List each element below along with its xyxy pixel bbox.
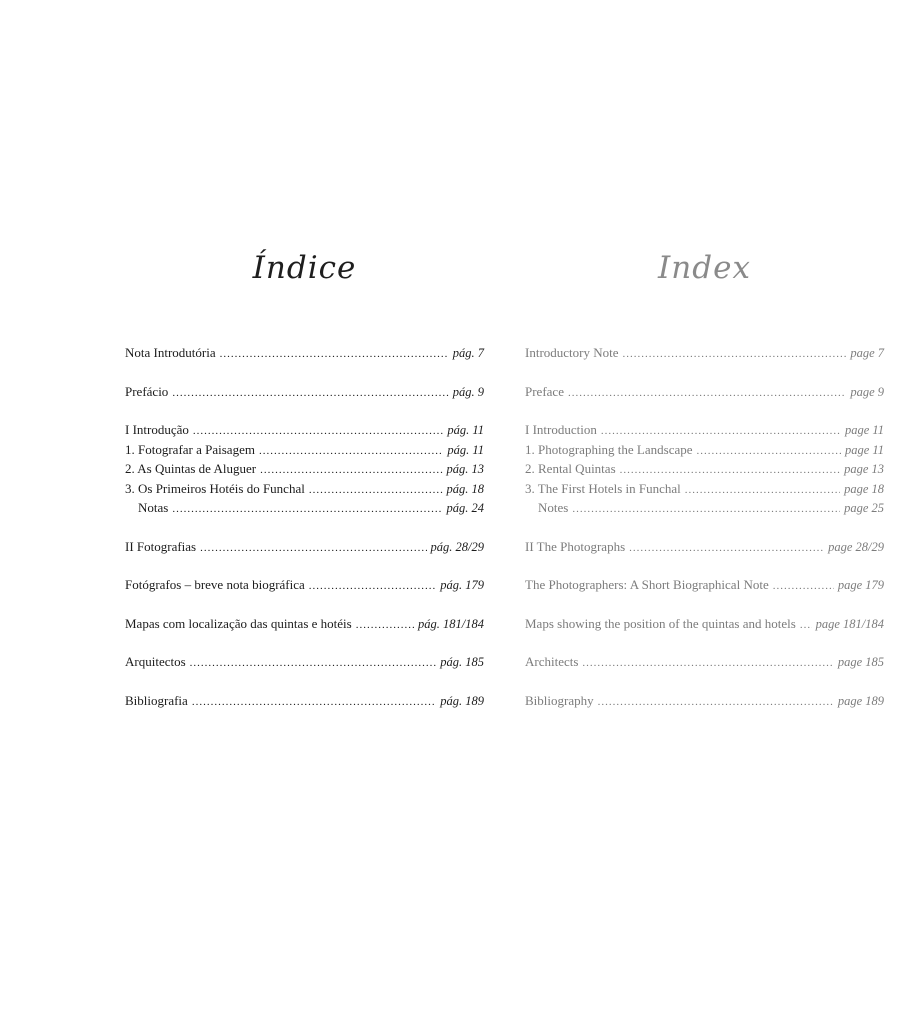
toc-entry-page: page 9 — [850, 384, 884, 399]
toc-entry-label: 1. Fotografar a Paisagem — [125, 441, 255, 457]
toc-entry-page: pág. 185 — [440, 655, 484, 669]
dot-leader — [800, 619, 812, 631]
toc-entry-primeiros-hoteis — [125, 481, 484, 501]
toc-entry-label: I Introduction — [525, 422, 597, 437]
toc-entry-label: Notas — [138, 500, 169, 515]
toc-entry-label: Fotógrafos – breve nota biográfica — [125, 577, 305, 592]
portuguese-index-title: Índice — [252, 250, 357, 286]
toc-entry-introduction — [525, 422, 884, 442]
toc-entry-page: pág. 28/29 — [430, 539, 484, 554]
toc-entry-rental-quintas — [525, 461, 884, 481]
dot-leader — [309, 580, 436, 592]
dot-leader — [190, 657, 437, 669]
toc-entry-notas — [125, 500, 484, 520]
toc-entry-page: pág. 181/184 — [418, 616, 484, 631]
english-toc-list — [525, 345, 884, 712]
dot-leader — [623, 348, 847, 360]
toc-entry-label: 1. Photographing the Landscape — [525, 441, 693, 457]
toc-entry-architects — [525, 654, 884, 674]
toc-entry-page: page 25 — [844, 501, 884, 515]
toc-entry-page: page 11 — [845, 442, 884, 457]
toc-entry-page: pág. 189 — [440, 693, 484, 708]
dot-leader — [172, 387, 448, 399]
dot-leader — [629, 542, 824, 554]
dot-leader — [572, 503, 840, 515]
toc-entry-label: Prefácio — [125, 383, 169, 399]
toc-entry-page: page 7 — [850, 346, 884, 360]
toc-entry-photographing-the-landscape — [525, 442, 884, 462]
toc-entry-prefacio — [125, 384, 484, 404]
dot-leader — [172, 503, 442, 515]
toc-entry-label: Arquitectos — [125, 654, 186, 669]
toc-entry-first-hotels — [525, 481, 884, 501]
toc-entry-page: pág. 11 — [447, 423, 484, 437]
toc-entry-fotografias — [125, 539, 484, 559]
toc-entry-label: Bibliografia — [125, 692, 188, 708]
toc-entry-label: II Fotografias — [125, 538, 197, 554]
dot-leader — [773, 580, 834, 592]
toc-entry-label: 3. The First Hotels in Funchal — [525, 480, 681, 496]
dot-leader — [193, 425, 444, 437]
toc-entry-notes — [525, 500, 884, 520]
dot-leader — [220, 348, 449, 360]
toc-entry-page: pág. 7 — [452, 346, 484, 360]
toc-entry-page: page 189 — [837, 693, 884, 708]
toc-entry-page: pág. 11 — [447, 442, 484, 457]
toc-entry-label: Nota Introdutória — [125, 345, 216, 360]
toc-entry-page: pág. 179 — [440, 578, 484, 592]
toc-entry-quintas-de-aluguer — [125, 461, 484, 481]
toc-entry-label: Architects — [525, 654, 579, 669]
toc-entry-page: page 179 — [837, 578, 884, 592]
toc-entry-label: I Introdução — [125, 422, 189, 437]
toc-entry-maps — [525, 616, 884, 636]
toc-entry-page: page 11 — [845, 423, 884, 437]
dot-leader — [192, 696, 436, 708]
dot-leader — [598, 696, 834, 708]
dot-leader — [260, 464, 442, 476]
toc-entry-introductory-note — [525, 345, 884, 365]
dot-leader — [601, 425, 841, 437]
toc-entry-label: Maps showing the position of the quintas and hotels — [525, 615, 796, 631]
toc-entry-label: Mapas com localização das quintas e hotéis — [125, 615, 352, 631]
toc-entry-bibliografia — [125, 693, 484, 713]
dot-leader — [620, 464, 840, 476]
dot-leader — [685, 484, 840, 496]
toc-entry-label: Bibliography — [525, 692, 594, 708]
dot-leader — [259, 445, 443, 457]
toc-entry-page: pág. 18 — [446, 481, 484, 496]
toc-entry-mapas — [125, 616, 484, 636]
toc-entry-label: Preface — [525, 383, 564, 399]
dot-leader — [309, 484, 443, 496]
dot-leader — [697, 445, 841, 457]
toc-entry-the-photographs — [525, 539, 884, 559]
english-index-title: Index — [658, 250, 751, 286]
toc-entry-label: 2. Rental Quintas — [525, 461, 616, 476]
toc-entry-arquitectos — [125, 654, 484, 674]
dot-leader — [200, 542, 426, 554]
toc-entry-page: pág. 24 — [446, 501, 484, 515]
toc-entry-label: Introductory Note — [525, 345, 619, 360]
toc-entry-introducao — [125, 422, 484, 442]
toc-entry-bibliography — [525, 693, 884, 713]
toc-entry-preface — [525, 384, 884, 404]
toc-entry-page: pág. 13 — [446, 462, 484, 476]
toc-entry-label: 3. Os Primeiros Hotéis do Funchal — [125, 480, 305, 496]
toc-entry-page: page 28/29 — [828, 539, 884, 554]
toc-entry-page: pág. 9 — [452, 384, 484, 399]
dot-leader — [582, 657, 833, 669]
toc-entry-label: II The Photographs — [525, 538, 626, 554]
toc-entry-page: page 13 — [844, 462, 884, 476]
toc-entry-nota-introdutoria — [125, 345, 484, 365]
toc-entry-label: 2. As Quintas de Aluguer — [125, 461, 257, 476]
toc-entry-fotografar-a-paisagem — [125, 442, 484, 462]
dot-leader — [356, 619, 414, 631]
portuguese-toc-list — [125, 345, 484, 712]
toc-entry-label: The Photographers: A Short Biographical Note — [525, 577, 769, 592]
toc-entry-fotografos — [125, 577, 484, 597]
toc-entry-label: Notes — [538, 500, 569, 515]
toc-entry-page: page 185 — [837, 655, 884, 669]
toc-entry-the-photographers — [525, 577, 884, 597]
toc-entry-page: page 181/184 — [815, 616, 884, 631]
dot-leader — [568, 387, 846, 399]
toc-entry-page: page 18 — [844, 481, 884, 496]
